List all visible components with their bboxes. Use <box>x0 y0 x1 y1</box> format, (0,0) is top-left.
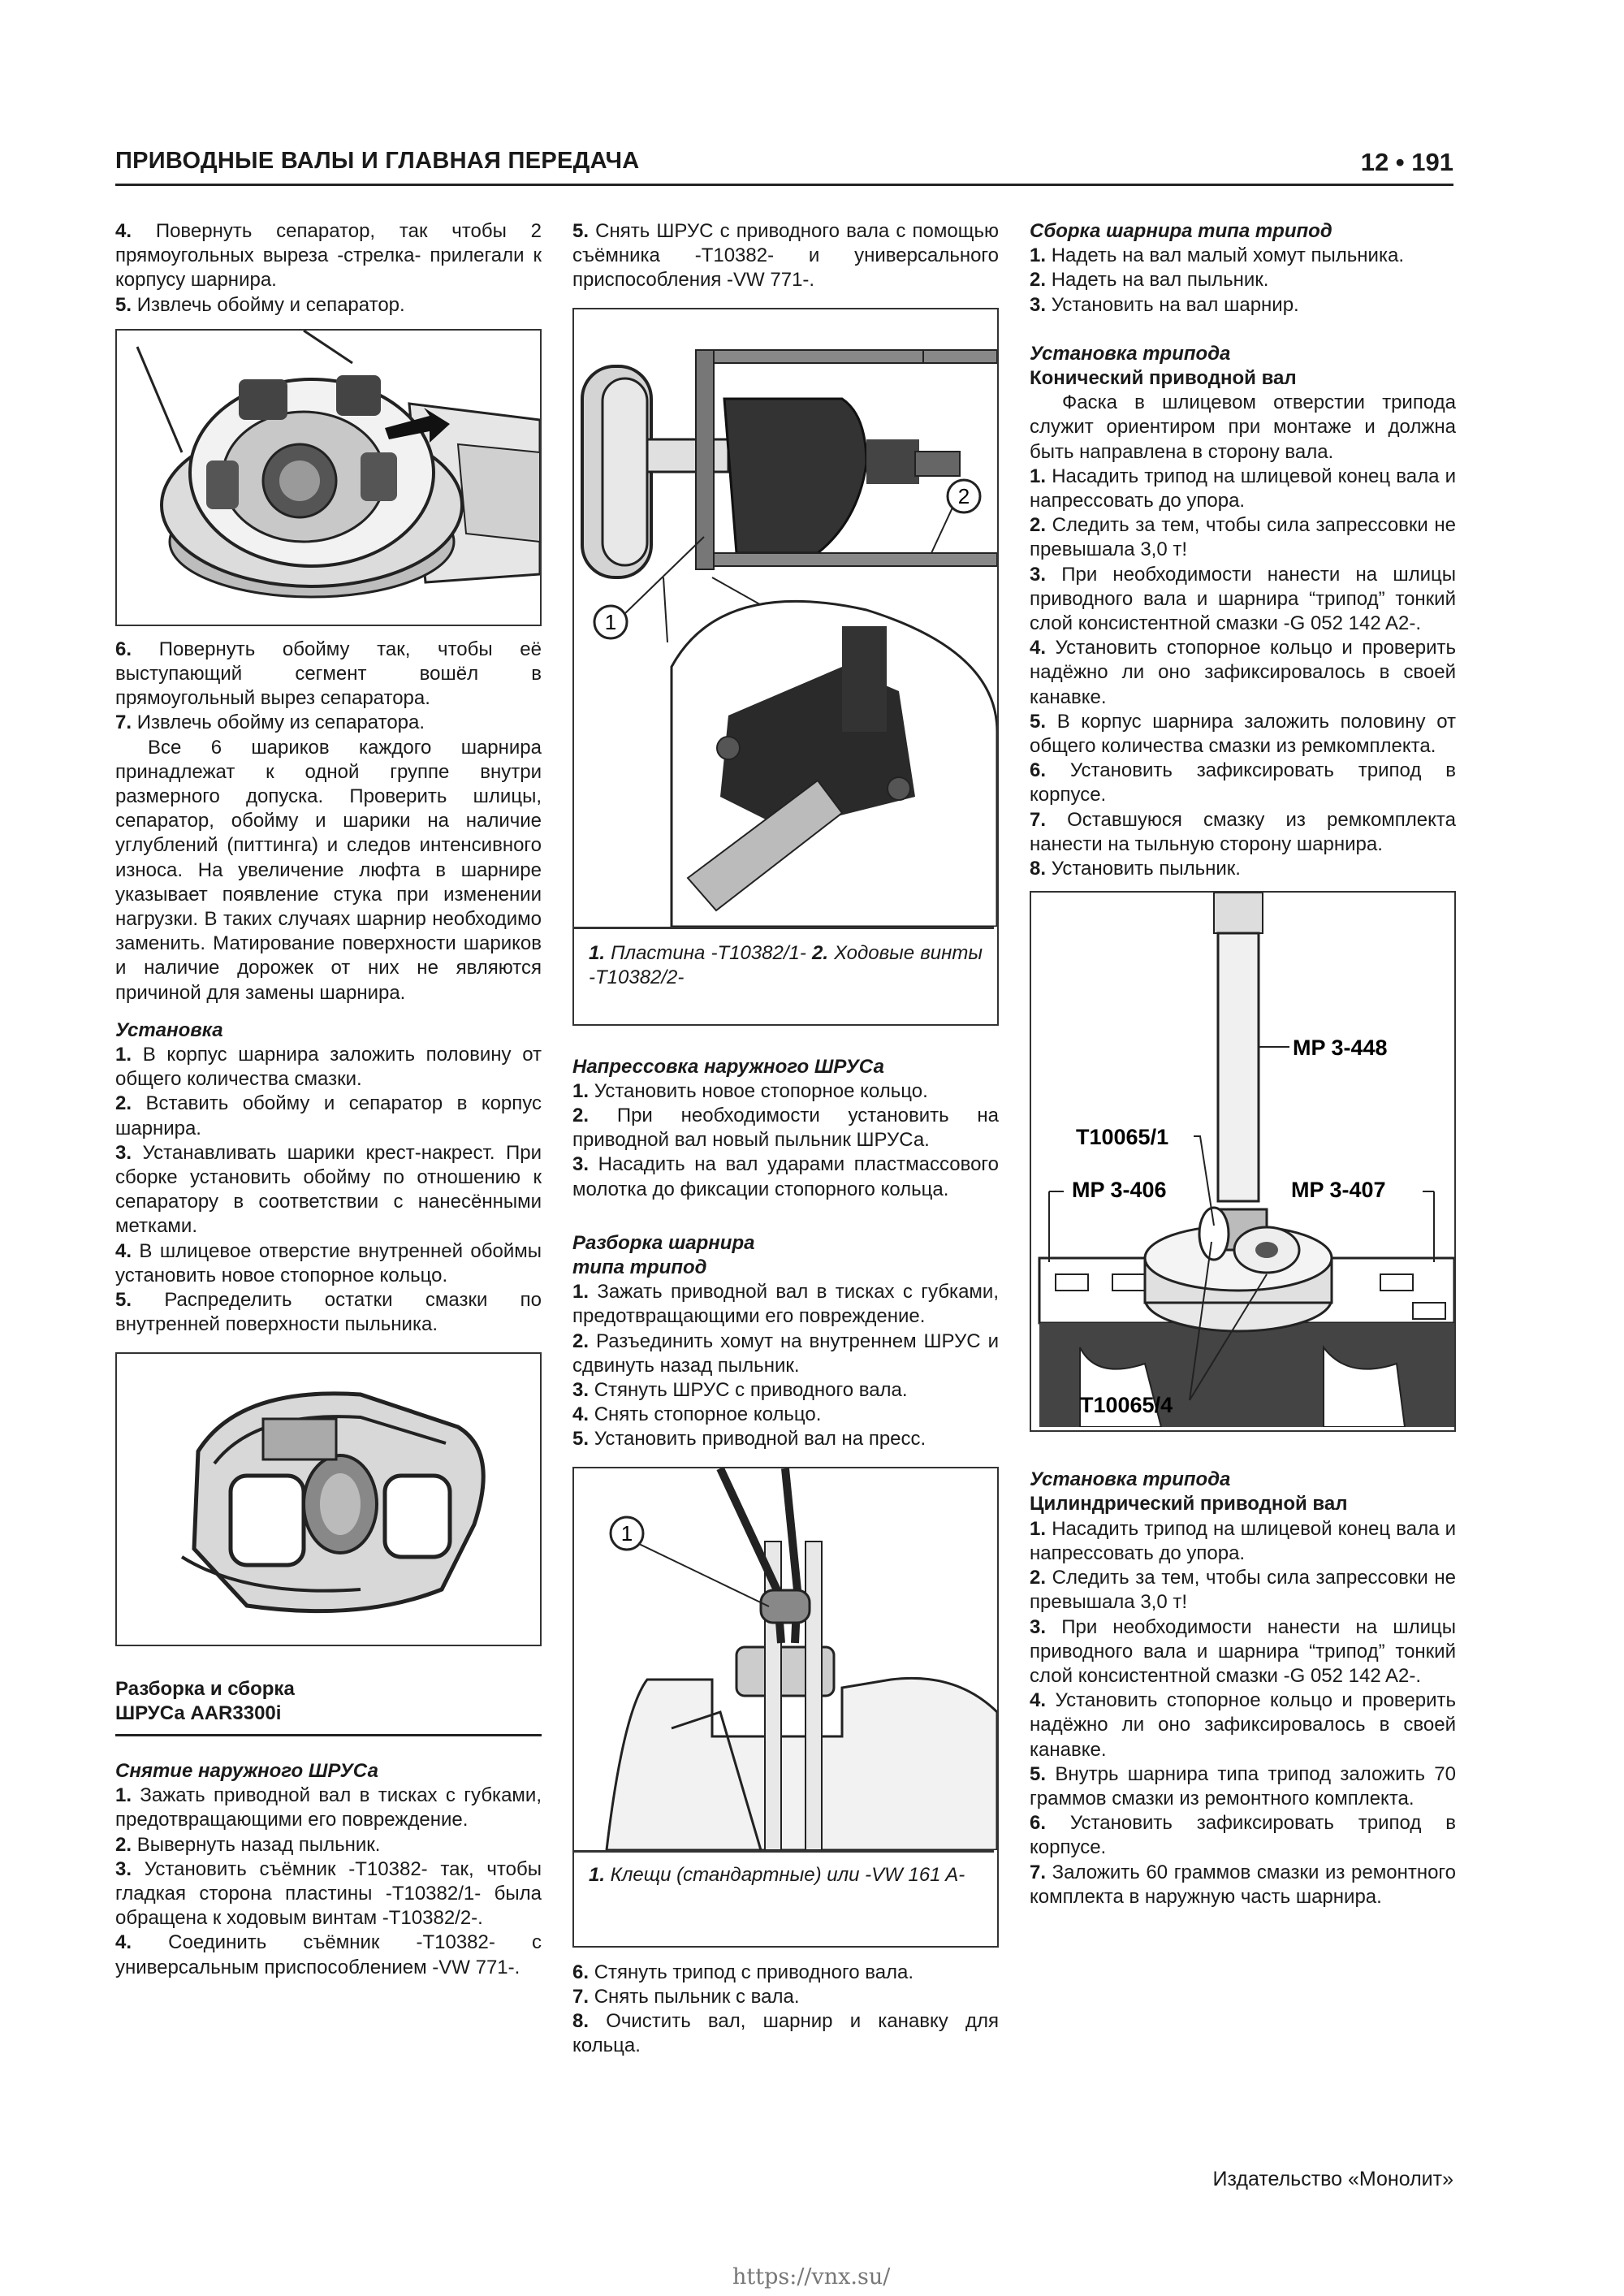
figure-cage-removal <box>115 329 542 626</box>
column-middle <box>572 219 999 2058</box>
label-t10065-4: T10065/4 <box>1080 1393 1173 1418</box>
list-item: 1. В корпус шарнира заложить половину от общего количества смазки. <box>115 1044 542 1091</box>
subheading-conical-shaft: Конический приводной вал <box>1030 367 1297 390</box>
section-title-tripod-install-2: Установка трипода <box>1030 1468 1231 1491</box>
pliers-illustration <box>574 1468 997 1850</box>
label-mp-3-448: MP 3-448 <box>1293 1036 1388 1061</box>
subheading-installation: Установка <box>115 1018 223 1041</box>
list-item: 3. При необходимости нанести на шлицы приводного вала и шарнира “трипод” тонкий слой консистентной смазки -G 052 142 A2-. <box>1030 563 1456 635</box>
inner-race-illustration <box>117 1354 540 1641</box>
list-item: 1. Насадить трипод на шлицевой конец вала и напрессовать до упора. <box>1030 1517 1457 1564</box>
callout-2: 2 <box>957 483 970 508</box>
list-item: 2. Следить за тем, чтобы сила запрессовки не превышала 3,0 т! <box>1030 1567 1457 1614</box>
paragraph-inspection: Все 6 шариков каждого шарнира принадлежат к одной группе внутри размерного допуска. Проверить шлицы, сепаратор, обойму и шарики на наличие углублений (питтинга) и следов интенсивного износа. На увеличение люфта в шарнире указывает появление стука при изменении нагрузки. В таких случаях шарнир необходимо заменить. Матирование поверхности шариков и наличие дорожек от них не являются причиной для замены шарнира. <box>115 736 542 1004</box>
section-title-tripod-install-1: Установка трипода <box>1030 342 1231 365</box>
list-item: 2. Надеть на вал пыльник. <box>1030 269 1269 292</box>
figure-puller <box>572 308 999 1026</box>
list-item: 7. Снять пыльник с вала. <box>572 1985 800 2008</box>
list-item: 5. Распределить остатки смазки по внутренней поверхности пыльника. <box>115 1289 542 1336</box>
section-header-title: ПРИВОДНЫЕ ВАЛЫ И ГЛАВНАЯ ПЕРЕДАЧА <box>115 148 640 174</box>
main-section-title-line1: Разборка и сборка <box>115 1677 295 1700</box>
figure-caption-pliers: 1. Клещи (стандартные) или -VW 161 A- <box>589 1863 965 1886</box>
list-item: 6. Установить зафиксировать трипод в корпусе. <box>1030 1812 1456 1859</box>
list-item: 2. При необходимости установить на приводной вал новый пыльник ШРУСа. <box>572 1105 999 1152</box>
list-item: 6. Стянуть трипод с приводного вала. <box>572 1961 914 1983</box>
section-title-tripod-assembly: Сборка шарнира типа трипод <box>1030 220 1332 242</box>
list-item: 7. Оставшуюся смазку из ремкомплекта нанести на тыльную сторону шарнира. <box>1030 808 1456 855</box>
column-left <box>115 219 542 1980</box>
page-number: 12 • 191 <box>1360 148 1453 176</box>
list-item: 1. Зажать приводной вал в тисках с губками, предотвращающими его повреждение. <box>115 1784 542 1831</box>
list-item: 5. В корпус шарнира заложить половину от общего количества смазки из ремкомплекта. <box>1030 710 1456 758</box>
list-item: 1. Надеть на вал малый хомут пыльника. <box>1030 244 1404 267</box>
list-item: 1. Насадить трипод на шлицевой конец вала и напрессовать до упора. <box>1030 465 1457 512</box>
label-mp-3-407: MP 3-407 <box>1291 1178 1386 1203</box>
list-item: 1. Установить новое стопорное кольцо. <box>572 1079 928 1102</box>
running-header <box>115 148 1453 175</box>
list-item: 5. Внутрь шарнира типа трипод заложить 70 граммов смазки из ремонтного комплекта. <box>1030 1762 1456 1810</box>
list-item: 2. Вывернуть назад пыльник. <box>115 1833 381 1856</box>
paragraph-chamfer: Фаска в шлицевом отверстии трипода служит ориентиром при монтаже и должна быть направлена в сторону вала. <box>1030 391 1456 463</box>
list-item: 4. Повернуть сепаратор, так чтобы 2 прямоугольных выреза -стрелка- прилегали к корпусу шарнира. <box>115 220 542 292</box>
list-item: 5. Снять ШРУС с приводного вала с помощью съёмника -T10382- и универсального приспособления -VW 771-. <box>572 220 1000 292</box>
list-item: 2. Вставить обойму и сепаратор в корпус шарнира. <box>115 1092 542 1139</box>
list-item: 3. Насадить на вал ударами пластмассового молотка до фиксации стопорного кольца. <box>572 1153 999 1200</box>
figure-tripod-press <box>1030 891 1456 1432</box>
list-item: 4. Соединить съёмник -T10382- с универсальным приспособлением -VW 771-. <box>115 1931 542 1978</box>
callout-1: 1 <box>620 1520 633 1546</box>
section-title-tripod-disassembly-2: типа трипод <box>572 1256 707 1279</box>
list-item: 6. Установить зафиксировать трипод в корпусе. <box>1030 759 1456 806</box>
list-item: 2. Разъединить хомут на внутреннем ШРУС и сдвинуть назад пыльник. <box>572 1330 999 1377</box>
list-item: 8. Очистить вал, шарнир и канавку для кольца. <box>572 2010 999 2057</box>
list-item: 4. Снять стопорное кольцо. <box>572 1403 822 1426</box>
list-item: 4. Установить стопорное кольцо и проверить надёжно ли оно зафиксировалось в своей канавке. <box>1030 637 1457 708</box>
section-divider <box>115 1734 542 1736</box>
section-title-outer-cv-removal: Снятие наружного ШРУСа <box>115 1759 378 1782</box>
section-title-pressing: Напрессовка наружного ШРУСа <box>572 1055 884 1078</box>
list-item: 4. Установить стопорное кольцо и проверить надёжно ли оно зафиксировалось в своей канавке. <box>1030 1689 1457 1761</box>
list-item: 1. Зажать приводной вал в тисках с губками, предотвращающими его повреждение. <box>572 1281 1000 1328</box>
label-t10065-1: T10065/1 <box>1076 1125 1169 1150</box>
list-item: 3. Установить на вал шарнир. <box>1030 293 1299 316</box>
list-item: 8. Установить пыльник. <box>1030 858 1241 880</box>
header-divider <box>115 184 1453 186</box>
main-section-title-line2: ШРУСа AAR3300i <box>115 1701 282 1724</box>
list-item: 7. Извлечь обойму из сепаратора. <box>115 711 425 734</box>
list-item: 3. Устанавливать шарики крест-накрест. При сборке установить обойму по отношению к сепаратору в соответствии с нанесёнными метками. <box>115 1141 542 1238</box>
figure-inner-race <box>115 1352 542 1646</box>
figure-caption-puller: 1. Пластина -T10382/1- 2. Ходовые винты -T10382/2- <box>589 941 983 988</box>
list-item: 5. Извлечь обойму и сепаратор. <box>115 293 405 316</box>
list-item: 2. Следить за тем, чтобы сила запрессовки не превышала 3,0 т! <box>1030 514 1457 561</box>
list-item: 3. Стянуть ШРУС с приводного вала. <box>572 1379 908 1402</box>
list-item: 7. Заложить 60 граммов смазки из ремонтного комплекта в наружную часть шарнира. <box>1030 1861 1456 1908</box>
label-mp-3-406: MP 3-406 <box>1072 1178 1167 1203</box>
column-right <box>1030 219 1456 1909</box>
cage-removal-illustration <box>117 331 540 621</box>
list-item: 3. Установить съёмник -T10382- так, чтобы гладкая сторона пластины -T10382/1- была обращена к ходовым винтам -T10382/2-. <box>115 1857 542 1930</box>
subheading-cylindrical-shaft: Цилиндрический приводной вал <box>1030 1493 1348 1516</box>
section-title-tripod-disassembly-1: Разборка шарнира <box>572 1231 755 1254</box>
publisher-footer: Издательство «Монолит» <box>1212 2168 1453 2190</box>
puller-illustration <box>574 309 997 927</box>
callout-1: 1 <box>604 609 617 634</box>
list-item: 3. При необходимости нанести на шлицы приводного вала и шарнира “трипод” тонкий слой консистентной смазки -G 052 142 A2-. <box>1030 1615 1456 1687</box>
figure-pliers <box>572 1467 999 1948</box>
watermark-url: https://vnx.su/ <box>732 2264 891 2290</box>
list-item: 4. В шлицевое отверстие внутренней обоймы установить новое стопорное кольцо. <box>115 1239 542 1286</box>
list-item: 6. Повернуть обойму так, чтобы её выступающий сегмент вошёл в прямоугольный вырез сепаратора. <box>115 638 542 710</box>
list-item: 5. Установить приводной вал на пресс. <box>572 1428 926 1451</box>
tripod-press-illustration <box>1031 893 1454 1427</box>
